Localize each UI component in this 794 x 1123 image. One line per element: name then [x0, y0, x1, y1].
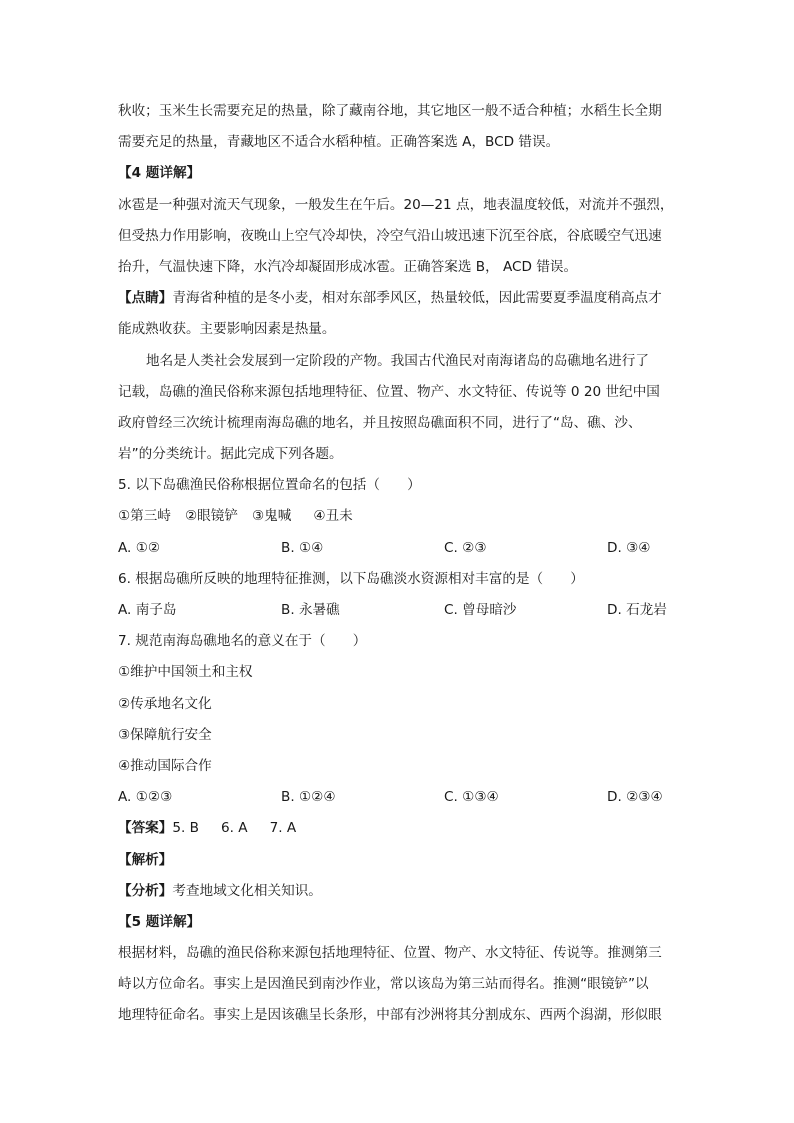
q5-detail-line-1: 根据材料，岛礁的渔民俗称来源包括地理特征、位置、物产、水文特征、传说等。推测第三 [118, 945, 662, 962]
q5-detail-heading: 【5 题详解】 [118, 913, 201, 930]
q4-detail-line-2: 但受热力作用影响，夜晚山上空气冷却快，冷空气沿山坡迅速下沉至谷底，谷底暖空气迅速 [118, 227, 662, 244]
dianjing-line-1 [118, 283, 684, 314]
answer-line [118, 813, 684, 844]
q7-option-b[interactable]: B. ①②④ [281, 789, 336, 806]
q7-options [118, 782, 684, 813]
q5-detail-line-2: 峙以方位命名。事实上是因渔民到南沙作业，常以该岛为第三站而得名。推测“眼镜铲”以 [118, 976, 649, 993]
analysis-heading: 【解析】 [118, 851, 173, 868]
passage-line-4: 岩”的分类统计。据此完成下列各题。 [118, 446, 343, 463]
q6-option-c[interactable]: C. 曾母暗沙 [444, 602, 517, 618]
q5-option-c[interactable]: C. ②③ [444, 539, 487, 556]
q5-option-b[interactable]: B. ①④ [281, 539, 324, 556]
document-page [118, 96, 684, 1032]
fenxi-text: 考查地域文化相关知识。 [172, 882, 322, 899]
q6-option-b[interactable]: B. 永暑礁 [281, 602, 340, 618]
q7-option-c[interactable]: C. ①③④ [444, 789, 499, 806]
answer-6: 6. A [221, 820, 248, 837]
q4-detail-line-1: 冰雹是一种强对流天气现象，一般发生在午后。20—21 点，地表温度较低，对流并不强烈， [118, 196, 674, 213]
q7-stem: 7. 规范南海岛礁地名的意义在于（ ） [118, 633, 367, 650]
q5-item-4: ④丑未 [313, 508, 353, 525]
q7-option-a[interactable]: A. ①②③ [118, 789, 173, 806]
q5-option-d[interactable]: D. ③④ [607, 539, 651, 556]
q5-item-3: ③鬼喊 [251, 508, 292, 525]
dianjing-text-1: 青海省种植的是冬小麦，相对东部季风区，热量较低，因此需要夏季温度稍高点才 [172, 290, 662, 307]
fenxi-line [118, 876, 684, 907]
q5-options [118, 533, 684, 564]
answer-7: 7. A [269, 820, 297, 837]
q7-item-2: ②传承地名文化 [118, 695, 212, 712]
fenxi-label: 【分析】 [118, 882, 173, 899]
q6-options [118, 595, 684, 626]
prev-answer-line-1: 秋收；玉米生长需要充足的热量，除了藏南谷地，其它地区一般不适合种植；水稻生长全期 [118, 103, 662, 119]
q6-stem: 6. 根据岛礁所反映的地理特征推测，以下岛礁淡水资源相对丰富的是（ ） [118, 570, 584, 587]
q5-option-a[interactable]: A. ①② [118, 539, 161, 556]
dianjing-line-2: 能成熟收获。主要影响因素是热量。 [118, 321, 336, 338]
q5-detail-line-3: 地理特征命名。事实上是因该礁呈长条形，中部有沙洲将其分割成东、西两个潟湖，形似眼 [118, 1007, 662, 1024]
q5-item-1: ①第三峙 [118, 508, 171, 525]
answer-5: 5. B [172, 820, 199, 837]
passage-line-3: 政府曾经三次统计梳理南海岛礁的地名，并且按照岛礁面积不同，进行了“岛、礁、沙、 [118, 414, 642, 431]
q5-items [118, 501, 684, 532]
q4-detail-line-3: 抬升，气温快速下降，水汽冷却凝固形成冰雹。正确答案选 B， ACD 错误。 [118, 258, 578, 275]
q7-option-d[interactable]: D. ②③④ [607, 789, 663, 806]
q6-option-a[interactable]: A. 南子岛 [118, 602, 177, 618]
q7-item-4: ④推动国际合作 [118, 757, 212, 774]
q4-detail-heading: 【4 题详解】 [118, 165, 201, 182]
q7-item-1: ①维护中国领土和主权 [118, 664, 253, 681]
q5-stem: 5. 以下岛礁渔民俗称根据位置命名的包括（ ） [118, 477, 421, 494]
q7-item-3: ③保障航行安全 [118, 726, 212, 743]
answer-label: 【答案】 [118, 820, 173, 837]
dianjing-label: 【点睛】 [118, 290, 173, 307]
q6-option-d[interactable]: D. 石龙岩 [607, 602, 667, 618]
prev-answer-line-2: 需要充足的热量，青藏地区不适合水稻种植。正确答案选 A，BCD 错误。 [118, 134, 560, 151]
passage-line-1: 地名是人类社会发展到一定阶段的产物。我国古代渔民对南海诸岛的岛礁地名进行了 [146, 352, 649, 369]
passage-line-2: 记载，岛礁的渔民俗称来源包括地理特征、位置、物产、水文特征、传说等 0 20 世纪中国 [118, 383, 660, 400]
q5-item-2: ②眼镜铲 [184, 508, 238, 525]
